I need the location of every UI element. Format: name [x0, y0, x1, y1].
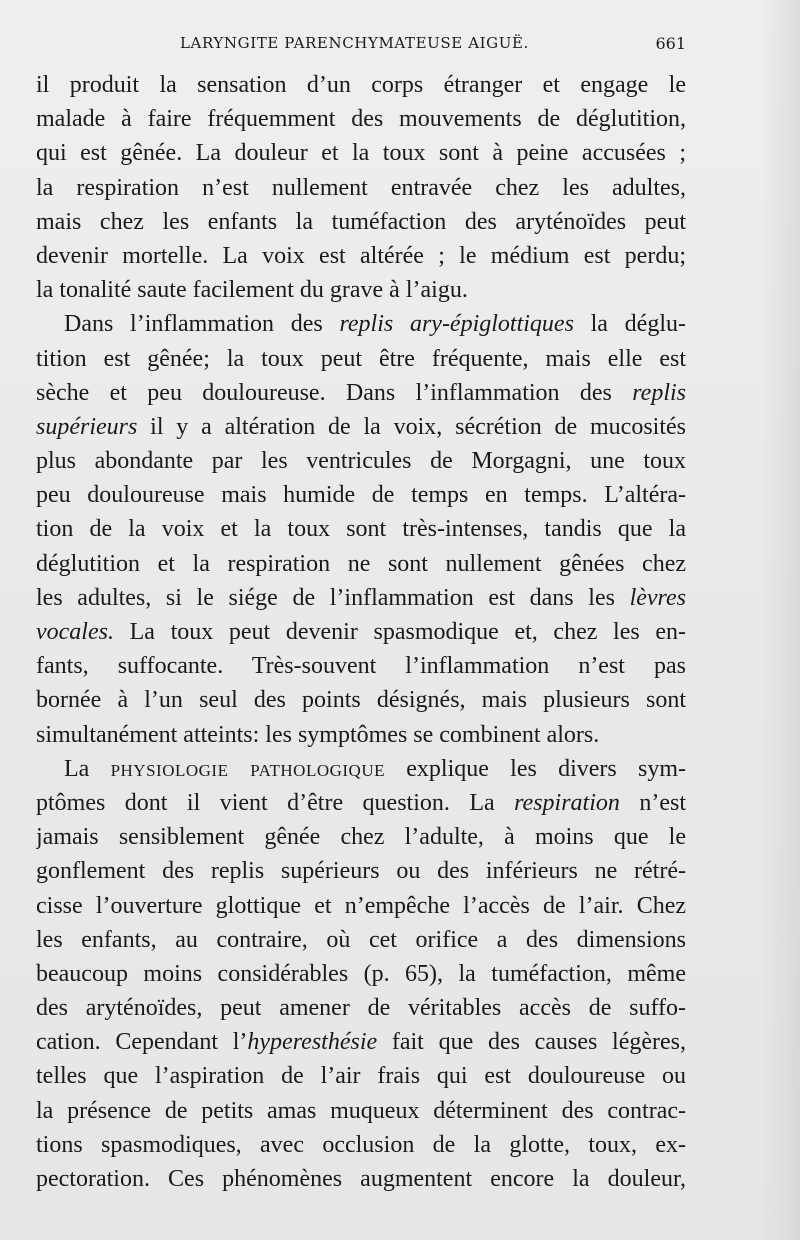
text-line: [36, 615, 686, 649]
text-segment: les enfants, au contraire, où cet orifice a des dimensions: [36, 926, 686, 953]
text-segment: des aryténoïdes, peut amener de véritables accès de suffo-: [36, 995, 686, 1022]
text-segment: malade à faire fréquemment des mouvements de déglutition,: [36, 106, 686, 133]
text-segment: cisse l’ouverture glottique et n’empêche l’accès de l’air. Chez: [36, 892, 686, 919]
italic-text: supérieurs: [36, 413, 138, 440]
text-segment: la présence de petits amas muqueux déterminent des contrac-: [36, 1097, 686, 1124]
text-segment: la tonalité saute facilement du grave à l’aigu.: [36, 277, 468, 304]
italic-text: vocales.: [36, 619, 114, 645]
text-segment: n’est: [619, 789, 686, 816]
text-line: [36, 205, 686, 239]
text-line: [36, 683, 686, 717]
italic-text: replis ary-épiglottiques: [339, 311, 574, 338]
text-line: [36, 1059, 686, 1093]
text-line: [36, 307, 686, 341]
text-segment: jamais sensiblement gênée chez l’adulte, à moins que le: [36, 824, 686, 851]
text-segment: tion de la voix et la toux sont très-intenses, tandis que la: [36, 516, 686, 543]
text-line: [36, 718, 686, 752]
text-line: [36, 273, 686, 307]
text-segment: La toux peut devenir spasmodique et, chez les en-: [113, 619, 686, 645]
text-segment: qui est gênée. La douleur et la toux sont à peine accusées ;: [36, 140, 686, 167]
text-line: [36, 376, 686, 410]
text-line: [36, 410, 686, 444]
italic-text: replis: [632, 379, 686, 406]
text-segment: beaucoup moins considérables (p. 65), la tuméfaction, même: [36, 960, 686, 987]
text-segment: il produit la sensation d’un corps étranger et engage le: [36, 72, 686, 98]
page-number: 661: [655, 34, 686, 53]
page-header: [36, 34, 686, 56]
italic-text: respiration: [514, 789, 620, 816]
text-segment: sèche et peu douloureuse. Dans l’inflammation des: [36, 379, 633, 406]
text-segment: pectoration. Ces phénomènes augmentent encore la douleur,: [36, 1166, 686, 1192]
text-segment: bornée à l’un seul des points désignés, mais plusieurs sont: [36, 687, 686, 714]
text-line: [36, 649, 686, 683]
text-segment: devenir mortelle. La voix est altérée ; le médium est perdu;: [36, 242, 686, 269]
text-segment: plus abondante par les ventricules de Morgagni, une toux: [36, 448, 686, 475]
text-segment: la respiration n’est nullement entravée chez les adultes,: [36, 174, 686, 201]
text-line: [36, 444, 686, 478]
text-line: [36, 512, 686, 546]
text-line: [36, 786, 686, 820]
text-line: [36, 820, 686, 854]
text-line: [36, 342, 686, 376]
text-segment: telles que l’aspiration de l’air frais qui est douloureuse ou: [36, 1063, 686, 1090]
text-segment: la déglu-: [573, 311, 686, 338]
text-line: [36, 1025, 686, 1059]
text-segment: peu douloureuse mais humide de temps en temps. L’altéra-: [36, 482, 686, 509]
text-line: [36, 478, 686, 512]
text-segment: cation. Cependant l’: [36, 1029, 248, 1056]
text-segment: simultanément atteints: les symptômes se combinent alors.: [36, 721, 600, 748]
text-line: [36, 923, 686, 957]
text-segment: Dans l’inflammation des: [64, 311, 340, 338]
text-segment: tions spasmodiques, avec occlusion de la glotte, toux, ex-: [36, 1131, 686, 1158]
text-segment: fants, suffocante. Très-souvent l’inflammation n’est pas: [36, 653, 686, 680]
body-text: [36, 68, 686, 1196]
text-line: [36, 102, 686, 136]
text-segment: ptômes dont il vient d’être question. La: [36, 789, 515, 816]
text-segment: tition est gênée; la toux peut être fréquente, mais elle est: [36, 345, 686, 372]
text-line: [36, 239, 686, 273]
text-line: [36, 136, 686, 170]
text-line: [36, 171, 686, 205]
text-line: [36, 1094, 686, 1128]
text-line: [36, 854, 686, 888]
text-segment: explique les divers sym-: [385, 755, 686, 782]
text-segment: fait que des causes légères,: [377, 1029, 686, 1056]
text-line: [36, 581, 686, 615]
text-line: [36, 991, 686, 1025]
text-segment: déglutition et la respiration ne sont nullement gênées chez: [36, 550, 686, 577]
text-line: [36, 957, 686, 991]
italic-text: lèvres: [629, 584, 686, 611]
text-line: [36, 1128, 686, 1162]
text-line: [36, 889, 686, 923]
text-line: [36, 1162, 686, 1196]
running-title: LARYNGITE PARENCHYMATEUSE AIGUË.: [180, 34, 529, 52]
text-segment: mais chez les enfants la tuméfaction des aryténoïdes peut: [36, 208, 686, 235]
text-line: [36, 68, 686, 102]
text-line: [36, 547, 686, 581]
text-segment: il y a altération de la voix, sécrétion de mucosités: [137, 413, 686, 440]
text-line: [36, 752, 686, 786]
text-segment: La: [64, 755, 111, 782]
italic-text: hyperesthésie: [247, 1029, 378, 1056]
small-caps-text: physiologie pathologique: [110, 755, 385, 782]
text-segment: gonflement des replis supérieurs ou des inférieurs ne rétré-: [36, 858, 686, 885]
text-segment: les adultes, si le siége de l’inflammation est dans les: [36, 584, 630, 611]
